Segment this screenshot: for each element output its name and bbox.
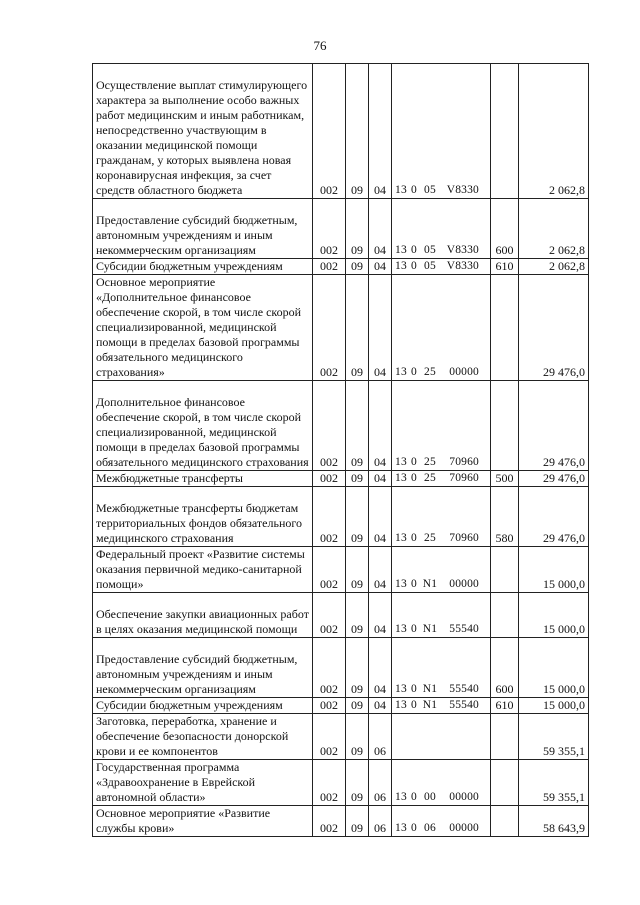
target-article-part: 13 bbox=[395, 683, 407, 695]
table-row bbox=[93, 471, 589, 487]
target-article-part: 13 bbox=[395, 260, 407, 272]
expense-type-code bbox=[491, 593, 519, 638]
section-code: 09 bbox=[346, 547, 369, 593]
row-name: Осуществление выплат стимулирующего характера за выполнение особо важных работ медицинским и иным работникам, непосредственно участвующим в оказании медицинской помощи гражданам, у которых выявлена новая коронавирусная инфекция, за счет средств областного бюджета bbox=[93, 64, 313, 199]
section-code: 09 bbox=[346, 487, 369, 547]
target-article-part: 13 bbox=[395, 791, 407, 803]
budget-table bbox=[92, 63, 589, 837]
target-article-code bbox=[392, 381, 491, 471]
subsection-code: 04 bbox=[369, 593, 392, 638]
target-article-part: V8330 bbox=[446, 244, 479, 256]
section-code: 09 bbox=[346, 471, 369, 487]
ministry-code: 002 bbox=[313, 638, 346, 698]
table-row bbox=[93, 381, 589, 471]
subsection-code: 04 bbox=[369, 638, 392, 698]
amount: 29 476,0 bbox=[519, 471, 589, 487]
amount: 2 062,8 bbox=[519, 259, 589, 275]
section-code: 09 bbox=[346, 381, 369, 471]
target-article-part: 25 bbox=[424, 366, 436, 378]
target-article-part: 0 bbox=[411, 791, 417, 803]
row-name: Межбюджетные трансферты bbox=[93, 471, 313, 487]
target-article-code bbox=[392, 64, 491, 199]
section-code: 09 bbox=[346, 806, 369, 837]
target-article-part: 05 bbox=[424, 184, 436, 196]
table-row bbox=[93, 64, 589, 199]
ministry-code: 002 bbox=[313, 471, 346, 487]
subsection-code: 04 bbox=[369, 64, 392, 199]
section-code: 09 bbox=[346, 638, 369, 698]
target-article-part: 0 bbox=[411, 260, 417, 272]
target-article-code bbox=[392, 199, 491, 259]
target-article-code bbox=[392, 714, 491, 760]
target-article-part: 13 bbox=[395, 456, 407, 468]
target-article-code bbox=[392, 593, 491, 638]
target-article-part: 13 bbox=[395, 699, 407, 711]
amount: 15 000,0 bbox=[519, 593, 589, 638]
target-article-part: 13 bbox=[395, 623, 407, 635]
target-article-part: 00 bbox=[424, 791, 436, 803]
table-row bbox=[93, 547, 589, 593]
target-article-code bbox=[392, 259, 491, 275]
target-article-part: 13 bbox=[395, 244, 407, 256]
ministry-code: 002 bbox=[313, 593, 346, 638]
ministry-code: 002 bbox=[313, 275, 346, 381]
subsection-code: 04 bbox=[369, 547, 392, 593]
target-article-part: N1 bbox=[422, 578, 438, 590]
subsection-code: 04 bbox=[369, 275, 392, 381]
target-article-part: 13 bbox=[395, 822, 407, 834]
amount: 59 355,1 bbox=[519, 714, 589, 760]
subsection-code: 04 bbox=[369, 381, 392, 471]
subsection-code: 06 bbox=[369, 806, 392, 837]
row-name: Предоставление субсидий бюджетным, автономным учреждениям и иным некоммерческим организациям bbox=[93, 199, 313, 259]
table-row bbox=[93, 760, 589, 806]
target-article-part: 0 bbox=[411, 366, 417, 378]
section-code: 09 bbox=[346, 698, 369, 714]
target-article-part: 70960 bbox=[449, 472, 479, 484]
target-article-part: 0 bbox=[411, 532, 417, 544]
section-code: 09 bbox=[346, 259, 369, 275]
expense-type-code bbox=[491, 275, 519, 381]
target-article-part: 0 bbox=[411, 822, 417, 834]
ministry-code: 002 bbox=[313, 259, 346, 275]
ministry-code: 002 bbox=[313, 698, 346, 714]
amount: 58 643,9 bbox=[519, 806, 589, 837]
ministry-code: 002 bbox=[313, 806, 346, 837]
row-name: Предоставление субсидий бюджетным, автономным учреждениям и иным некоммерческим организациям bbox=[93, 638, 313, 698]
subsection-code: 04 bbox=[369, 698, 392, 714]
table-row bbox=[93, 806, 589, 837]
target-article-part: 25 bbox=[424, 532, 436, 544]
section-code: 09 bbox=[346, 593, 369, 638]
subsection-code: 04 bbox=[369, 259, 392, 275]
target-article-part: 70960 bbox=[449, 456, 479, 468]
target-article-part: 00000 bbox=[449, 578, 479, 590]
subsection-code: 04 bbox=[369, 487, 392, 547]
table-body bbox=[93, 64, 589, 837]
amount: 29 476,0 bbox=[519, 487, 589, 547]
ministry-code: 002 bbox=[313, 64, 346, 199]
row-name: Основное мероприятие «Дополнительное финансовое обеспечение скорой, в том числе скорой специализированной, медицинской помощи в пределах базовой программы обязательного медицинского страхования» bbox=[93, 275, 313, 381]
target-article-part: 25 bbox=[424, 456, 436, 468]
subsection-code: 06 bbox=[369, 714, 392, 760]
target-article-code bbox=[392, 806, 491, 837]
row-name: Основное мероприятие «Развитие службы крови» bbox=[93, 806, 313, 837]
ministry-code: 002 bbox=[313, 547, 346, 593]
target-article-part: 0 bbox=[411, 184, 417, 196]
target-article-part: 70960 bbox=[449, 532, 479, 544]
target-article-part: 0 bbox=[411, 683, 417, 695]
section-code: 09 bbox=[346, 760, 369, 806]
ministry-code: 002 bbox=[313, 714, 346, 760]
target-article-code bbox=[392, 760, 491, 806]
expense-type-code: 610 bbox=[491, 259, 519, 275]
target-article-part: 00000 bbox=[449, 791, 479, 803]
expense-type-code: 600 bbox=[491, 199, 519, 259]
amount: 2 062,8 bbox=[519, 64, 589, 199]
target-article-part: 06 bbox=[424, 822, 436, 834]
section-code: 09 bbox=[346, 199, 369, 259]
row-name: Субсидии бюджетным учреждениям bbox=[93, 698, 313, 714]
row-name: Обеспечение закупки авиационных работ в целях оказания медицинской помощи bbox=[93, 593, 313, 638]
ministry-code: 002 bbox=[313, 760, 346, 806]
target-article-code bbox=[392, 638, 491, 698]
expense-type-code bbox=[491, 381, 519, 471]
table-row bbox=[93, 714, 589, 760]
row-name: Межбюджетные трансферты бюджетам территориальных фондов обязательного медицинского страхования bbox=[93, 487, 313, 547]
amount: 29 476,0 bbox=[519, 275, 589, 381]
target-article-part: 05 bbox=[424, 260, 436, 272]
target-article-part: 0 bbox=[411, 244, 417, 256]
target-article-part: V8330 bbox=[446, 184, 479, 196]
target-article-code bbox=[392, 698, 491, 714]
page-number: 76 bbox=[313, 38, 327, 53]
expense-type-code: 500 bbox=[491, 471, 519, 487]
ministry-code: 002 bbox=[313, 381, 346, 471]
target-article-part: N1 bbox=[422, 683, 438, 695]
expense-type-code bbox=[491, 806, 519, 837]
target-article-part: 55540 bbox=[449, 623, 479, 635]
target-article-code bbox=[392, 547, 491, 593]
amount: 15 000,0 bbox=[519, 698, 589, 714]
row-name: Субсидии бюджетным учреждениям bbox=[93, 259, 313, 275]
section-code: 09 bbox=[346, 64, 369, 199]
target-article-part: 25 bbox=[424, 472, 436, 484]
amount: 15 000,0 bbox=[519, 638, 589, 698]
target-article-part: 13 bbox=[395, 532, 407, 544]
target-article-part: 13 bbox=[395, 472, 407, 484]
target-article-part: 13 bbox=[395, 184, 407, 196]
ministry-code: 002 bbox=[313, 199, 346, 259]
row-name: Дополнительное финансовое обеспечение скорой, в том числе скорой специализированной, медицинской помощи в пределах базовой программы обязательного медицинского страхования bbox=[93, 381, 313, 471]
target-article-part: 55540 bbox=[449, 699, 479, 711]
expense-type-code: 600 bbox=[491, 638, 519, 698]
table-row bbox=[93, 487, 589, 547]
expense-type-code bbox=[491, 64, 519, 199]
subsection-code: 04 bbox=[369, 471, 392, 487]
table-row bbox=[93, 638, 589, 698]
target-article-part: 13 bbox=[395, 366, 407, 378]
table-row bbox=[93, 259, 589, 275]
row-name: Государственная программа «Здравоохранение в Еврейской автономной области» bbox=[93, 760, 313, 806]
target-article-part: 0 bbox=[411, 578, 417, 590]
table-row bbox=[93, 275, 589, 381]
table-row bbox=[93, 698, 589, 714]
row-name: Федеральный проект «Развитие системы оказания первичной медико-санитарной помощи» bbox=[93, 547, 313, 593]
row-name: Заготовка, переработка, хранение и обеспечение безопасности донорской крови и ее компонентов bbox=[93, 714, 313, 760]
target-article-part: 0 bbox=[411, 456, 417, 468]
target-article-code bbox=[392, 471, 491, 487]
expense-type-code bbox=[491, 760, 519, 806]
target-article-code bbox=[392, 487, 491, 547]
expense-type-code bbox=[491, 547, 519, 593]
target-article-part: 05 bbox=[424, 244, 436, 256]
target-article-part: 55540 bbox=[449, 683, 479, 695]
target-article-part: 00000 bbox=[449, 822, 479, 834]
table-row bbox=[93, 199, 589, 259]
amount: 2 062,8 bbox=[519, 199, 589, 259]
target-article-part: 13 bbox=[395, 578, 407, 590]
amount: 59 355,1 bbox=[519, 760, 589, 806]
amount: 29 476,0 bbox=[519, 381, 589, 471]
target-article-part: 0 bbox=[411, 472, 417, 484]
target-article-code bbox=[392, 275, 491, 381]
target-article-part: V8330 bbox=[446, 260, 479, 272]
target-article-part: 00000 bbox=[449, 366, 479, 378]
table-row bbox=[93, 593, 589, 638]
expense-type-code: 610 bbox=[491, 698, 519, 714]
subsection-code: 04 bbox=[369, 199, 392, 259]
amount: 15 000,0 bbox=[519, 547, 589, 593]
target-article-part: 0 bbox=[411, 623, 417, 635]
ministry-code: 002 bbox=[313, 487, 346, 547]
target-article-part: N1 bbox=[422, 699, 438, 711]
subsection-code: 06 bbox=[369, 760, 392, 806]
expense-type-code: 580 bbox=[491, 487, 519, 547]
target-article-part: 0 bbox=[411, 699, 417, 711]
target-article-part: N1 bbox=[422, 623, 438, 635]
expense-type-code bbox=[491, 714, 519, 760]
section-code: 09 bbox=[346, 275, 369, 381]
section-code: 09 bbox=[346, 714, 369, 760]
